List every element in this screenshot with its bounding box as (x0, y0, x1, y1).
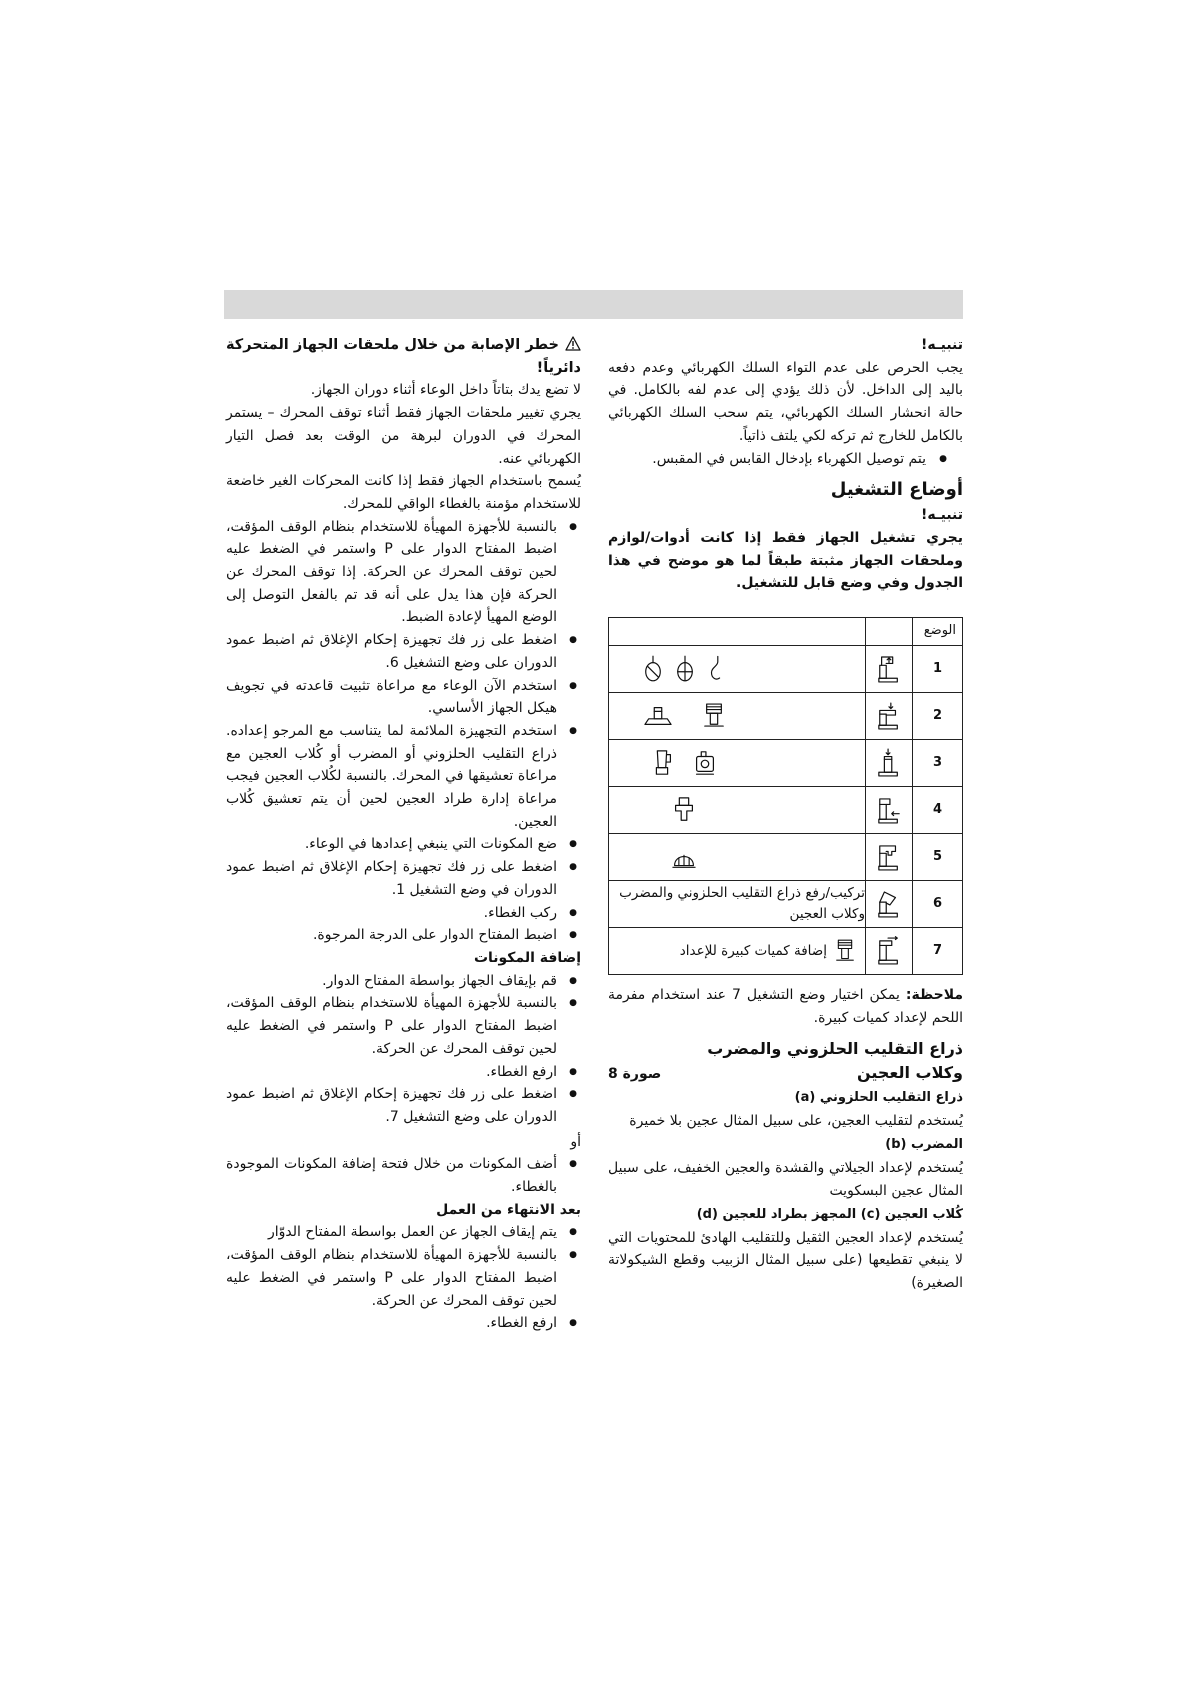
balloon-whisk-icon (643, 655, 663, 683)
position-description (609, 787, 866, 834)
position-number: 7 (913, 928, 963, 975)
tool-item-text: يُستخدم لإعداد الجيلاتي والقشدة والعجين الخفيف، على سبيل المثال عجين البسكويت (608, 1160, 963, 1199)
tool-item-text: يُستخدم لتقليب العجين، على سبيل المثال عجين بلا خميرة (629, 1113, 963, 1130)
operating-modes-heading: أوضاع التشغيل (830, 479, 963, 501)
position-description (609, 693, 866, 740)
list-item: ● اضغط على زر فك تجهيزة إحكام الإغلاق ثم اضبط عمود الدوران على وضع التشغيل 6. (226, 629, 581, 674)
beater-icon (675, 655, 695, 683)
header-band (224, 290, 963, 319)
after-use-list (226, 1221, 581, 1335)
accessory-icons (609, 655, 759, 683)
food-processor-icon (693, 749, 717, 777)
list-item: ● اضغط على زر فك تجهيزة إحكام الإغلاق ثم اضبط عمود الدوران على وضع التشغيل 7. (226, 1083, 581, 1128)
position-6-icon (877, 889, 901, 919)
slicer-icon (643, 702, 673, 730)
position-icon-cell (866, 646, 913, 693)
position-description-text: إضافة كميات كبيرة للإعداد (679, 942, 827, 959)
blender-icon (651, 749, 673, 777)
position-icon-cell (866, 693, 913, 740)
position-row-3 (609, 740, 963, 787)
list-item: ● استخدم التجهيزة الملائمة لما يتناسب مع المرجو إعداده. ذراع التقليب الحلزوني أو المضرب أو كُلاب العجين مع مراعاة تعشيقها في المحرك. بالنسبة لكُلاب العجين فيجب مراعاة إدارة طراد العجين لحين أن يتم تعشيق كُلاب العجين. (226, 720, 581, 834)
meat-grinder-icon (703, 702, 725, 730)
after-use-heading: بعد الانتهاء من العمل (436, 1201, 581, 1218)
position-description (609, 646, 866, 693)
accessory-icons (609, 702, 759, 730)
tool-item-title: كُلاب العجين (c) المجهز بطراد للعجين (d) (696, 1206, 963, 1222)
warning-title: خطر الإصابة من خلال ملحقات الجهاز المتحركة دائرياً! (226, 337, 581, 376)
setup-steps-list (226, 516, 581, 947)
position-4-icon (877, 795, 901, 825)
list-item: ● أضف المكونات من خلال فتحة إضافة المكونات الموجودة بالغطاء. (226, 1153, 581, 1198)
warning-triangle-icon (565, 336, 581, 351)
citrus-press-icon (670, 845, 698, 869)
meat-grinder-icon (835, 938, 855, 964)
note-label: ملاحظة: (905, 987, 963, 1004)
position-description: تركيب/رفع ذراع التقليب الحلزوني والمضرب وكلاب العجين (609, 881, 866, 928)
tool-item-title: ذراع التقليب الحلزوني (a) (794, 1090, 963, 1106)
position-row-6 (609, 881, 963, 928)
position-3-icon (877, 748, 901, 778)
positions-table (608, 617, 963, 975)
note-text: يمكن اختيار وضع التشغيل 7 عند استخدام مفرمة اللحم لإعداد كميات كبيرة. (608, 987, 963, 1026)
juicer-icon (673, 796, 695, 824)
position-description (609, 834, 866, 881)
table-header-row (609, 618, 963, 646)
position-row-7 (609, 928, 963, 975)
position-2-icon (877, 701, 901, 731)
position-icon-cell (866, 928, 913, 975)
position-row-4 (609, 787, 963, 834)
list-item: ● بالنسبة للأجهزة المهيأة للاستخدام بنظام الوقف المؤقت، اضبط المفتاح الدوار على P واستمر في الضغط عليه لحين توقف المحرك عن الحركة. إذا توقف المحرك عن الحركة فإن هذا يدل على أنه قد تم بالفعل التوصل إلى الوضع المهيأ لإعادة الضبط. (226, 516, 581, 630)
tools-heading-line2: وكلاب العجين (856, 1063, 963, 1083)
list-item: ● اضبط المفتاح الدوار على الدرجة المرجوة. (226, 924, 581, 947)
warning-paragraph: يُسمح باستخدام الجهاز فقط إذا كانت المحركات الغير خاضعة للاستخدام مؤمنة بالغطاء الواقي للمحرك. (226, 473, 581, 512)
note-paragraph (608, 984, 963, 1029)
warning-paragraph: لا تضع يدك بتاتاً داخل الوعاء أثناء دوران الجهاز. (310, 382, 581, 399)
accessory-icons (609, 845, 759, 869)
position-icon-cell (866, 740, 913, 787)
warning-paragraph: يجري تغيير ملحقات الجهاز فقط أثناء توقف المحرك – يستمر المحرك في الدوران لبرهة من الوقت بعد فصل التيار الكهربائي عنه. (226, 405, 581, 467)
position-number: 6 (913, 881, 963, 928)
tools-heading (608, 1037, 963, 1086)
left-column (226, 334, 581, 1335)
position-icon-cell (866, 881, 913, 928)
position-1-icon (877, 654, 901, 684)
tool-item-text: يُستخدم لإعداد العجين الثقيل وللتقليب الهادئ للمحتويات التي لا ينبغي تقطيعها (على سبيل المثال الزبيب وقطع الشيكولاتة الصغيرة) (608, 1229, 963, 1291)
right-column (608, 334, 963, 1295)
list-item: ● قم بإيقاف الجهاز بواسطة المفتاح الدوار. (226, 970, 581, 993)
position-row-2 (609, 693, 963, 740)
position-row-1 (609, 646, 963, 693)
position-description (609, 928, 866, 975)
position-row-5 (609, 834, 963, 881)
position-description (609, 740, 866, 787)
position-number: 1 (913, 646, 963, 693)
list-item: ● استخدم الآن الوعاء مع مراعاة تثبيت قاعدته في تجويف هيكل الجهاز الأساسي. (226, 675, 581, 720)
accessory-icons (609, 749, 759, 777)
tool-item (608, 1203, 963, 1295)
cord-bullet-list (608, 448, 963, 471)
tool-item (608, 1086, 963, 1133)
position-icon-cell (866, 834, 913, 881)
icon-column-header (866, 618, 913, 646)
tool-item-title: المضرب (b) (885, 1137, 963, 1153)
operating-caution-text: يجري تشغيل الجهاز فقط إذا كانت أدوات/لوازم وملحقات الجهاز مثبتة طبقاً لما هو موضح في هذا الجدول وفي وضع قابل للتشغيل. (608, 529, 963, 592)
position-column-header: الوضع (913, 618, 963, 646)
or-separator: أو (570, 1133, 581, 1150)
dough-hook-icon (707, 655, 725, 683)
adding-ingredients-alt-list (226, 1153, 581, 1198)
list-item: ● ارفع الغطاء. (226, 1312, 581, 1335)
warning-heading (226, 334, 581, 379)
list-item: ● بالنسبة للأجهزة المهيأة للاستخدام بنظام الوقف المؤقت، اضبط المفتاح الدوار على P واستمر في الضغط عليه لحين توقف المحرك عن الحركة. (226, 1244, 581, 1312)
description-column-header (609, 618, 866, 646)
adding-ingredients-heading: إضافة المكونات (473, 949, 581, 966)
position-number: 5 (913, 834, 963, 881)
description-with-icon (609, 938, 865, 964)
cord-caution-title: تنبيـه! (920, 337, 963, 353)
operating-caution-title: تنبيـه! (920, 507, 963, 524)
adding-ingredients-list (226, 970, 581, 1129)
list-item: ● يتم إيقاف الجهاز عن العمل بواسطة المفتاح الدوّار (226, 1221, 581, 1244)
cord-caution-text: يجب الحرص على عدم التواء السلك الكهربائي وعدم دفعه باليد إلى الداخل. لأن ذلك يؤدي إلى عدم لفه بالكامل. في حالة انحشار السلك الكهربائي، يتم سحب السلك الكهربائي بالكامل للخارج ثم تركه لكي يلتف ذاتياً. (608, 359, 963, 444)
list-item: ● ارفع الغطاء. (226, 1061, 581, 1084)
position-number: 3 (913, 740, 963, 787)
list-item: ● بالنسبة للأجهزة المهيأة للاستخدام بنظام الوقف المؤقت، اضبط المفتاح الدوار على P واستمر في الضغط عليه لحين توقف المحرك عن الحركة. (226, 992, 581, 1060)
position-icon-cell (866, 787, 913, 834)
list-item: ● اضغط على زر فك تجهيزة إحكام الإغلاق ثم اضبط عمود الدوران في وضع التشغيل 1. (226, 856, 581, 901)
list-item: ● ركب الغطاء. (226, 902, 581, 925)
list-item: ● يتم توصيل الكهرباء بإدخال القابس في المقبس. (608, 448, 963, 471)
position-5-icon (877, 842, 901, 872)
tool-item (608, 1133, 963, 1202)
accessory-icons (609, 796, 759, 824)
figure-reference: صورة 8 (608, 1066, 662, 1083)
tools-heading-line1: ذراع التقليب الحلزوني والمضرب (707, 1039, 963, 1059)
position-7-icon (877, 936, 901, 966)
position-number: 2 (913, 693, 963, 740)
tools-heading-row2 (608, 1061, 963, 1086)
position-number: 4 (913, 787, 963, 834)
list-item: ● ضع المكونات التي ينبغي إعدادها في الوعاء. (226, 833, 581, 856)
